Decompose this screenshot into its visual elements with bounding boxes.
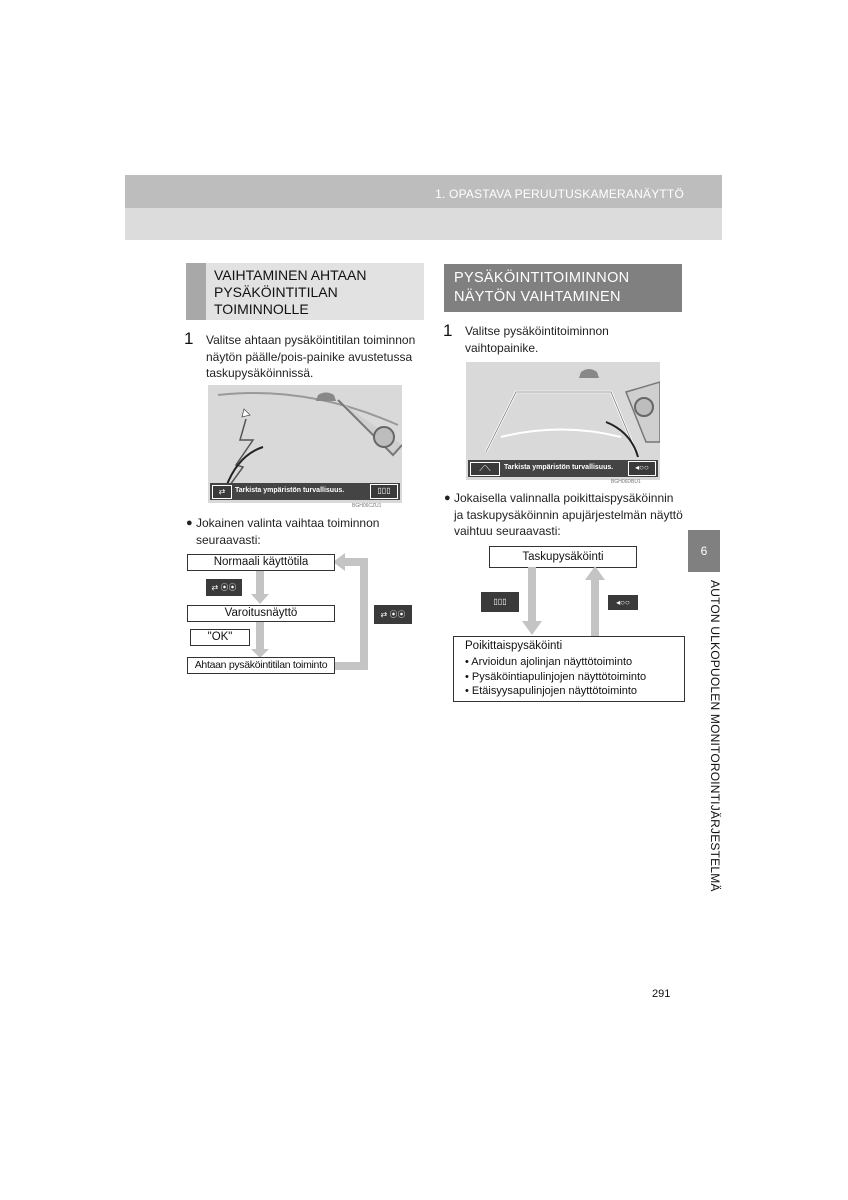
parallel-parking-icon[interactable]: ◂○○ <box>628 461 656 476</box>
flow-arrowhead-down <box>522 621 542 635</box>
left-bullet <box>186 515 426 548</box>
bullet-icon: ● <box>186 517 193 529</box>
flow-normal-mode: Normaali käyttötila <box>187 554 335 571</box>
flow-return-top <box>342 558 368 566</box>
left-screenshot-code: BGH06CZU1 <box>352 503 382 509</box>
right-screenshot <box>466 362 660 480</box>
list-item: • Etäisyysapulinjojen näyttötoiminto <box>465 685 637 697</box>
flow-pocket-parking: Taskupysäköinti <box>489 546 637 568</box>
flow-arrow-down <box>528 567 536 623</box>
flow-perpendicular-parking <box>453 636 685 702</box>
bullet-icon: ● <box>444 492 451 504</box>
right-screen-message: Tarkista ympäristön turvallisuus. <box>504 464 614 471</box>
list-item: • Pysäköintiapulinjojen näyttötoiminto <box>465 670 647 683</box>
flow-narrow-mode: Ahtaan pysäköintitilan toiminto <box>187 657 335 674</box>
chapter-tab: 6 <box>688 530 720 572</box>
flow-arrow-down-2 <box>256 620 264 648</box>
narrow-parking-icon: ⇄ ⦿⦿ <box>205 578 243 597</box>
page-number: 291 <box>652 988 671 1000</box>
left-heading-box <box>186 263 424 320</box>
narrow-parking-icon: ⇄ ⦿⦿ <box>373 604 413 625</box>
flow-perpendicular-list <box>465 655 646 699</box>
flow-return-vertical <box>360 562 368 670</box>
parallel-parking-icon: ◂○○ <box>607 594 639 611</box>
flow-arrowhead-1 <box>251 594 269 604</box>
section-title: 1. OPASTAVA PERUUTUSKAMERANÄYTTÖ <box>435 187 684 201</box>
left-screen-bar <box>210 483 400 500</box>
narrow-parking-icon[interactable]: ⇄ <box>212 485 232 499</box>
left-heading-bar <box>186 263 206 320</box>
flow-arrowhead-up <box>585 566 605 580</box>
left-step-number: 1 <box>184 329 194 348</box>
pocket-parking-icon: ▯▯▯ <box>480 591 520 613</box>
list-item: • Arvioidun ajolinjan näyttötoiminto <box>465 656 633 668</box>
left-step-text: Valitse ahtaan pysäköintitilan toiminnon näytön päälle/pois-painike avustetussa taskupysäköinnissä. <box>206 333 416 380</box>
flow-arrow-up <box>591 580 599 637</box>
left-screen-message: Tarkista ympäristön turvallisuus. <box>235 487 345 494</box>
pocket-parking-icon[interactable]: ▯▯▯ <box>370 484 398 499</box>
flow-perpendicular-title: Poikittaispysäköinti <box>465 640 563 652</box>
right-step-text: Valitse pysäköintitoiminnon vaihtopainike. <box>465 324 609 355</box>
left-heading: VAIHTAMINEN AHTAAN PYSÄKÖINTITILAN TOIMINNOLLE <box>214 267 367 317</box>
left-screenshot <box>208 385 402 503</box>
left-bullet-text: Jokainen valinta vaihtaa toiminnon seuraavasti: <box>196 516 380 547</box>
chapter-label: AUTON ULKOPUOLEN MONITOROINTIJÄRJESTELMÄ <box>708 580 722 892</box>
right-step-number: 1 <box>443 321 453 340</box>
right-bullet-text: Jokaisella valinnalla poikittaispysäköinnin ja taskupysäköinnin apujärjestelmän näyttö vaihtuu seuraavasti: <box>454 491 683 538</box>
right-screen-bar <box>468 460 658 477</box>
right-heading: PYSÄKÖINTITOIMINNON NÄYTÖN VAIHTAMINEN <box>454 270 630 305</box>
road-view-icon[interactable]: ⟋⟍ <box>470 462 500 476</box>
flow-ok: "OK" <box>190 629 250 646</box>
right-bullet <box>444 490 684 540</box>
flow-warning-screen: Varoitusnäyttö <box>187 605 335 622</box>
right-screenshot-code: BGH06DBU1 <box>611 479 641 485</box>
right-heading-box <box>444 264 682 312</box>
